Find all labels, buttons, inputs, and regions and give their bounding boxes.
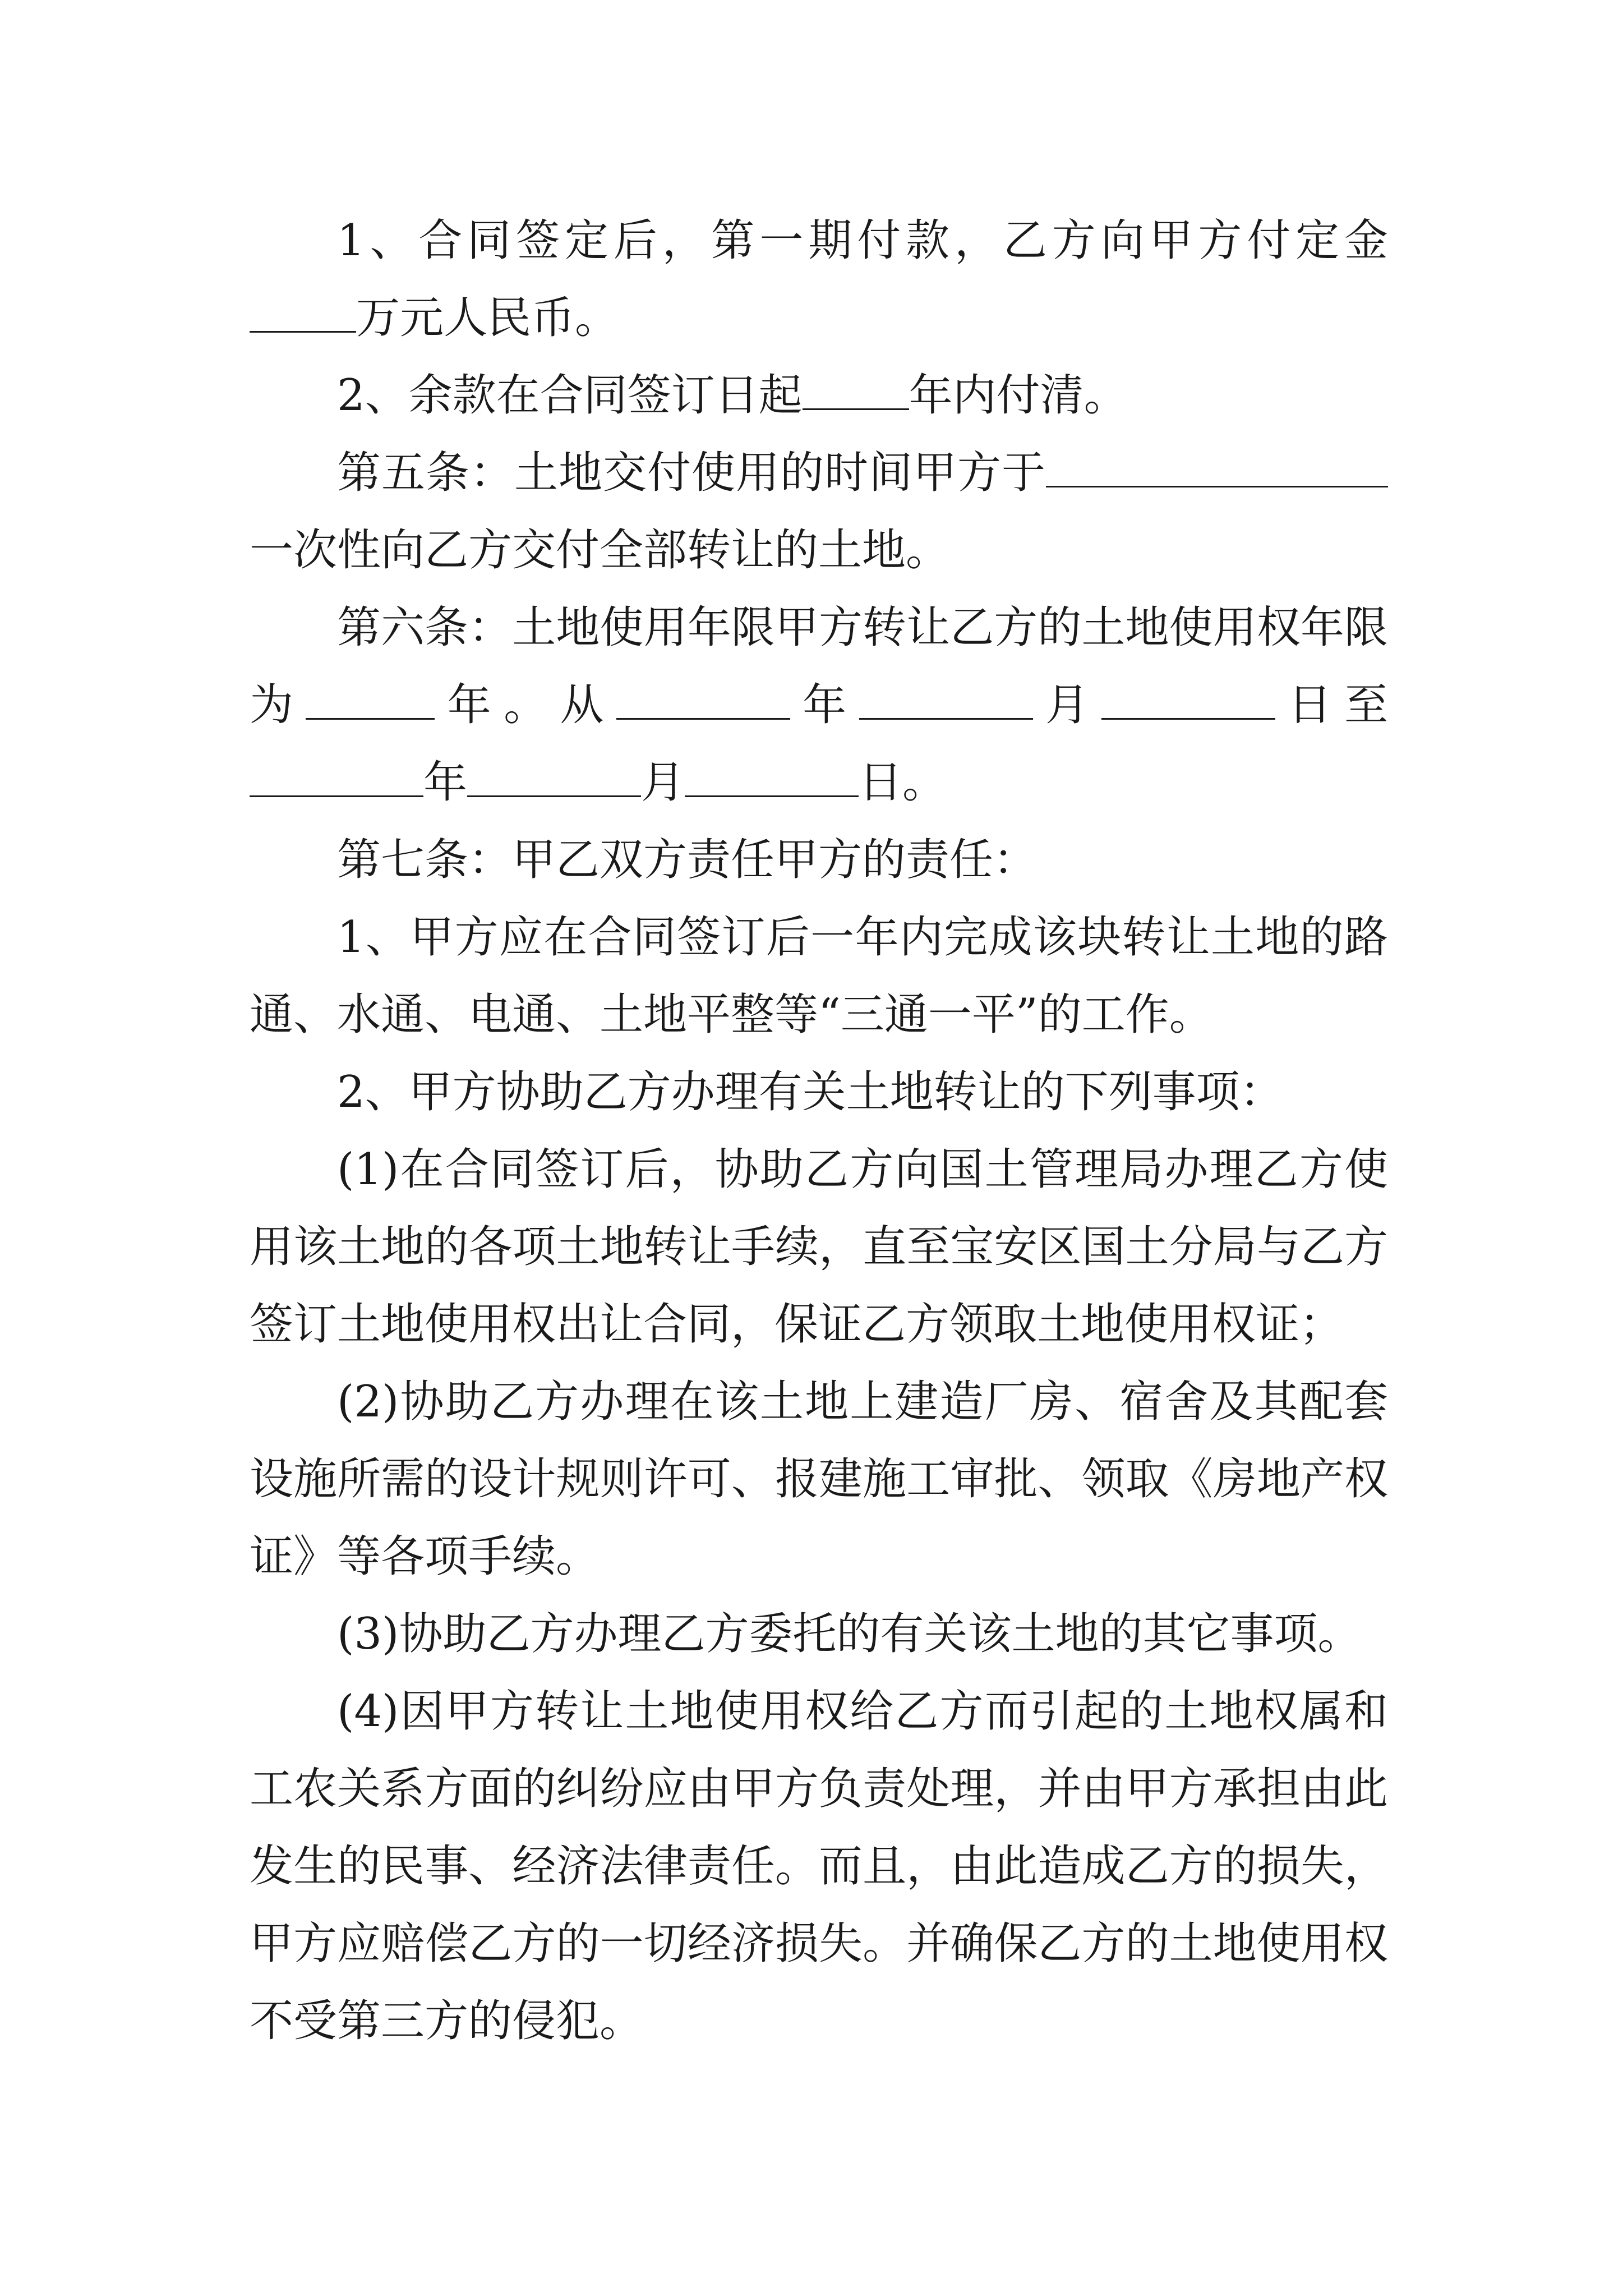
article-6-term	[250, 589, 1388, 821]
article-7-heading: 第七条：甲乙双方责任甲方的责任：	[337, 835, 1038, 885]
sub-clause-1: (1)在合同签订后，协助乙方向国土管理局办理乙方使用该土地的各项土地转让手续，直至宝安区国土分局与乙方签订土地使用权出让合同，保证乙方领取土地使用权证；	[250, 1144, 1388, 1350]
text-segment: 万元人民币。	[356, 293, 619, 343]
text-segment: 年	[790, 680, 859, 730]
fill-blank-end-day	[685, 756, 859, 797]
clause-payment-deposit	[250, 202, 1388, 357]
fill-blank-start-month	[859, 679, 1033, 720]
clause-payment-balance	[250, 357, 1388, 434]
sub-clause-4: (4)因甲方转让土地使用权给乙方而引起的土地权属和工农关系方面的纠纷应由甲方负责处理，并由甲方承担由此发生的民事、经济法律责任。而且，由此造成乙方的损失，甲方应赔偿乙方的一切经济损失。并确保乙方的土地使用权不受第三方的侵犯。	[250, 1686, 1388, 2046]
fill-blank-term-years	[306, 679, 435, 720]
clause-assist-intro: 2、甲方协助乙方办理有关土地转让的下列事项：	[337, 1067, 1284, 1117]
text-segment: 年。从	[435, 680, 616, 730]
text-segment: 年内付清。	[909, 370, 1128, 421]
fill-blank-start-day	[1101, 679, 1275, 720]
fill-blank-start-year	[616, 679, 790, 720]
article-5-delivery-time	[250, 434, 1388, 589]
text-segment: 月	[1032, 680, 1102, 730]
fill-blank-deposit-amount	[250, 292, 356, 333]
text-segment: 日至	[1275, 680, 1388, 730]
text-segment: 1、合同签定后，第一期付款，乙方向甲方付定金	[337, 215, 1388, 266]
text-segment: 2、余款在合同签订日起	[337, 370, 803, 421]
fill-blank-end-month	[467, 756, 641, 797]
fill-blank-years	[803, 369, 909, 410]
fill-blank-end-year	[250, 756, 423, 797]
contract-body	[250, 202, 1388, 2060]
sub-clause-3: (3)协助乙方办理乙方委托的有关该土地的其它事项。	[337, 1609, 1362, 1659]
text-segment: 第六条：土地使用年限甲方转让乙方的土地使用权年限为	[250, 602, 1388, 730]
text-segment: 一次性向乙方交付全部转让的土地。	[250, 525, 950, 576]
fill-blank-delivery-date	[1046, 447, 1388, 487]
clause-infrastructure: 1、甲方应在合同签订后一年内完成该块转让土地的路通、水通、电通、土地平整等“三通一平”的工作。	[250, 912, 1388, 1040]
sub-clause-2: (2)协助乙方办理在该土地上建造厂房、宿舍及其配套设施所需的设计规则许可、报建施工审批、领取《房地产权证》等各项手续。	[250, 1377, 1388, 1582]
text-segment: 年	[423, 757, 468, 808]
text-segment: 第五条：土地交付使用的时间甲方于	[337, 448, 1046, 498]
text-segment: 日。	[859, 757, 947, 808]
text-segment: 月	[641, 757, 685, 808]
